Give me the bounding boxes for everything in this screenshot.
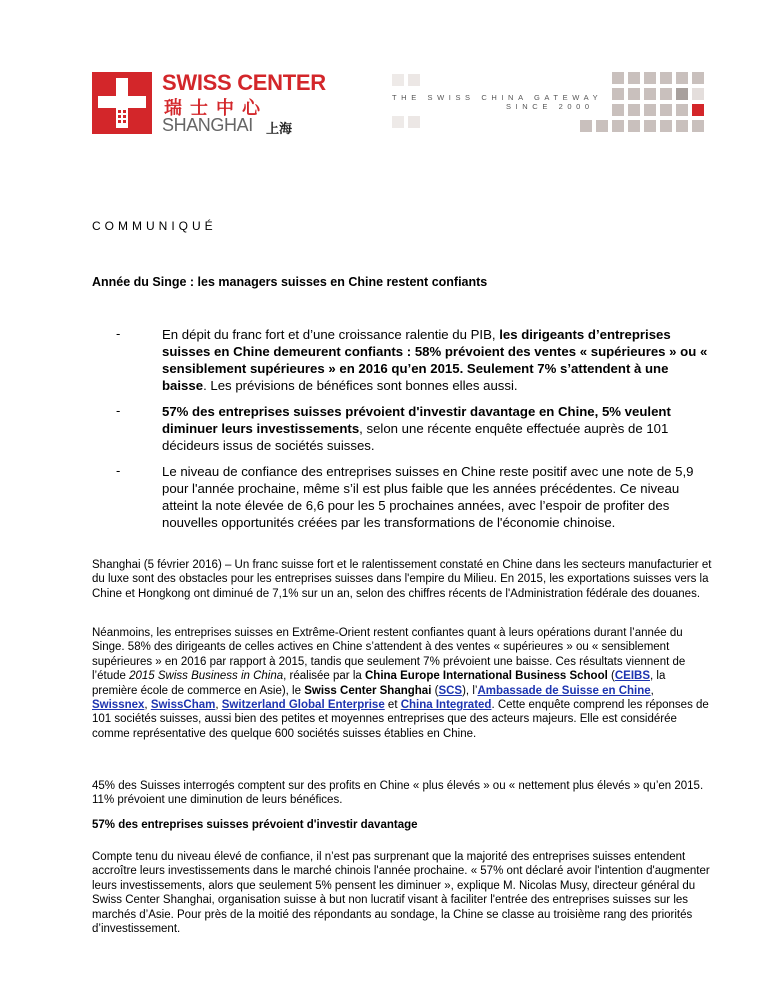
bullet-dash: - <box>116 326 121 341</box>
p2-text: ( <box>607 670 615 683</box>
gateway-banner <box>392 68 710 138</box>
swissnex-link[interactable]: Swissnex <box>92 699 145 712</box>
p2-text: , la première école de commerce en Asie), le <box>92 670 666 697</box>
logo-chinese-name: 瑞士中心 <box>164 98 268 119</box>
bullet-dash: - <box>116 403 121 418</box>
p2-text: . Cette enquête comprend les réponses de 101 sociétés suisses, aussi bien des petites et moyennes entreprises que des acteurs majeurs. Elle est considérée comme représentative des quelque 600 sociétés suisses établies en Chine. <box>92 699 709 740</box>
paragraph-1: Shanghai (5 février 2016) – Un franc suisse fort et le ralentissement constaté en Chine dans les secteurs manufacturier et du luxe sont des obstacles pour les entreprises suisses dans l'empire du Milieu. En 2015, les exportations suisses vers la Chine et Hongkong ont diminué de 7,1% sur un an, selon des chiffres récents de l'Administration fédérale des douanes. <box>92 559 712 600</box>
paragraph-3: 45% des Suisses interrogés comptent sur des profits en Chine « plus élevés » ou « nettement plus élevés » qu’en 2015. 11% prévoient une diminution de leurs bénéfices. <box>92 780 704 807</box>
bullet-1 <box>162 326 714 394</box>
p2-text: et <box>384 699 401 712</box>
scs-name: Swiss Center Shanghai <box>304 684 432 697</box>
bullet-3: Le niveau de confiance des entreprises suisses en Chine reste positif avec une note de 5,9 pour l'année prochaine, même s’il est plus faible que les années précédentes. Ce niveau atteint la note élevée de 6,6 pour les 5 prochaines années, avec l’espoir de profiter des nouvelles opportunités créées par les transformations de l'économie chinoise. <box>162 464 694 530</box>
p2-text: ), l’ <box>462 684 478 697</box>
swisscham-link[interactable]: SwissCham <box>150 699 216 712</box>
ceibs-link[interactable]: CEIBS <box>614 670 650 683</box>
p2-text: , <box>144 699 151 712</box>
paragraph-2 <box>92 626 712 741</box>
p2-text: , <box>650 684 654 697</box>
logo-title: SWISS CENTER <box>162 70 326 95</box>
embassy-link[interactable]: Ambassade de Suisse en Chine <box>477 684 651 697</box>
bullet-2 <box>162 403 714 454</box>
swiss-center-logo <box>92 70 326 137</box>
gateway-tagline: THE SWISS CHINA GATEWAY <box>392 93 603 102</box>
gateway-since: SINCE 2000 <box>506 102 594 111</box>
bullet-2-tail: , selon une récente enquête effectuée auprès de 101 décideurs issus de sociétés suisses. <box>162 421 669 453</box>
china-integrated-link[interactable]: China Integrated <box>400 699 492 712</box>
logo-city-chinese: 上海 <box>266 122 293 137</box>
bullet-1-highlight: les dirigeants d’entreprises suisses en Chine demeurent confiants : 58% prévoient des ventes « supérieures » ou « sensiblement supérieures » en 2016 qu’en 2015. Seulement 7% s’attendent à une baisse <box>162 327 708 393</box>
p2-text: ( <box>431 684 439 697</box>
study-title: 2015 Swiss Business in China <box>129 670 284 683</box>
swiss-cross-building-icon <box>92 72 152 134</box>
p2-text: , réalisée par la <box>283 670 365 683</box>
bullet-dash: - <box>116 463 121 478</box>
document-title: Année du Singe : les managers suisses en Chine restent confiants <box>92 275 488 289</box>
document-label: COMMUNIQUÉ <box>92 219 217 233</box>
p2-text: Néanmoins, les entreprises suisses en Extrême-Orient restent confiantes quant à leurs opérations durant l’année du Singe. 58% des dirigeants de celles actives en Chine s’attendent à des ventes « supérieures » ou « sensiblement supérieures » en 2016 par rapport à 2015, tandis que seulement 7% prévoient une baisse. Ces résultats viennent de l’étude <box>92 627 686 683</box>
paragraph-4: Compte tenu du niveau élevé de confiance, il n’est pas surprenant que la majorité des entreprises suisses entendent accroître leurs investissements dans le marché chinois l'année prochaine. « 57% ont déclaré avoir l'intention d'augmenter leurs investissements, alors que seulement 5% pensent les diminuer », explique M. Nicolas Musy, directeur général du Swiss Center Shanghai, organisation suisse à but non lucratif visant à faciliter l'entrée des entreprises suisses sur les marchés d’Asie. Pour près de la moitié des répondants au sondage, la Chine se classe au troisième rang des priorités d’investissement. <box>92 851 710 936</box>
bullet-2-highlight: 57% des entreprises suisses prévoient d'investir davantage en Chine, 5% veulent diminuer leurs investissements <box>162 404 671 436</box>
ceibs-name: China Europe International Business School <box>364 670 608 683</box>
bullet-1-text: En dépit du franc fort et d’une croissance ralentie du PIB, <box>162 327 500 342</box>
sge-link[interactable]: Switzerland Global Enterprise <box>221 699 385 712</box>
logo-city: SHANGHAI <box>162 115 253 135</box>
scs-link[interactable]: SCS <box>438 684 463 697</box>
section-subheading: 57% des entreprises suisses prévoient d'investir davantage <box>92 819 418 831</box>
p2-text: , <box>215 699 222 712</box>
bullet-1-tail: . Les prévisions de bénéfices sont bonnes elles aussi. <box>203 378 518 393</box>
